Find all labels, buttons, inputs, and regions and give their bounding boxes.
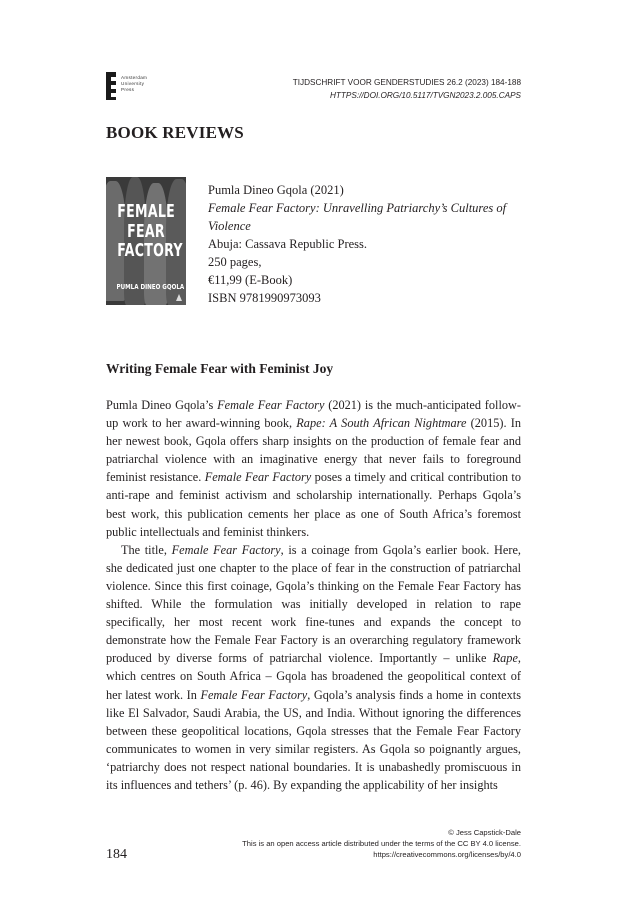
book-pages: 250 pages, — [208, 255, 262, 269]
doi-link[interactable]: HTTPS://DOI.ORG/10.5117/TVGN2023.2.005.CAPS — [330, 90, 521, 100]
paragraph — [106, 396, 521, 541]
book-publisher: Abuja: Cassava Republic Press. — [208, 237, 368, 251]
italic-title-span: Female Fear Factory — [200, 687, 308, 702]
italic-title-span: Rape: A South African Nightmare — [296, 416, 467, 431]
publisher-name-line: University — [121, 81, 145, 87]
text-span: (2021) is the much-anticipated follow-up work to her award-winning book, — [106, 398, 521, 431]
publisher-name-line: Amsterdam — [121, 75, 148, 80]
book-author-year: Pumla Dineo Gqola (2021) — [208, 183, 344, 197]
publisher-logo — [106, 72, 166, 100]
review-heading: Writing Female Fear with Feminist Joy — [106, 361, 334, 376]
publisher-name-line: Press — [121, 87, 135, 93]
journal-header — [293, 77, 521, 102]
paragraph — [106, 541, 521, 794]
copyright-line: © Jess Capstick-Dale — [448, 828, 521, 837]
cover-title-line: FEAR — [127, 221, 165, 242]
bibliographic-info — [208, 181, 520, 307]
text-span: The title, — [121, 542, 172, 557]
text-span: , is a coinage from Gqola’s earlier book. Here, she dedicated just one chapter to the place of fear in the construction of patriarchal violence. Since this first coinage, Gqola’s thinking on the Female Fear Factory has shifted. While the formulation was initially developed in relation to rape specifically, her most recent work fine-tunes and expands the concept to demonstrate how the Female Fear Factory is an overarching regulatory framework produced by diverse forms of patriarchal violence. Importantly – unlike — [106, 542, 521, 666]
text-span: poses a timely and critical contribution to anti-rape and feminist activism and scholarship internationally. Perhaps Gqola’s best work, this publication cements her place as one of South Africa’s foremost public intellectuals and feminist thinkers. — [106, 470, 521, 539]
cover-title-line: FEMALE — [117, 202, 176, 222]
italic-title-span: Female Fear Factory — [204, 470, 312, 485]
italic-title-span: Rape — [492, 651, 518, 666]
cover-author: PUMLA DINEO GQOLA — [116, 283, 185, 291]
license-line: This is an open access article distributed under the terms of the CC BY 4.0 license. — [242, 839, 521, 848]
cover-title-line: FACTORY — [117, 241, 183, 261]
text-span: , which centres on South Africa – Gqola has broadened the geopolitical context of her latest work. In — [106, 651, 521, 702]
journal-citation: TIJDSCHRIFT VOOR GENDERSTUDIES 26.2 (2023) 184-188 — [292, 78, 521, 87]
publisher-logo-mark — [106, 72, 116, 100]
cover-title — [117, 202, 183, 262]
book-price: €11,99 (E-Book) — [208, 273, 293, 287]
text-span: (2015). In her newest book, Gqola offers sharp insights on the production of female fear and patriarchal violence with an imaginative energy that never fails to foreground feminist resistance. — [106, 416, 522, 485]
license-footer — [242, 827, 521, 860]
license-url[interactable]: https://creativecommons.org/licenses/by/4.0 — [373, 850, 521, 859]
book-title: Female Fear Factory: Unravelling Patriarchy’s Cultures of Violence — [208, 201, 507, 233]
italic-title-span: Female Fear Factory — [217, 398, 325, 412]
publisher-logo-text — [121, 75, 147, 94]
book-isbn: ISBN 9781990973093 — [208, 291, 321, 305]
section-title: BOOK REVIEWS — [106, 123, 244, 142]
page-number: 184 — [106, 847, 127, 862]
text-span: , Gqola’s analysis finds a home in contexts like El Salvador, Saudi Arabia, the US, and India. Without ignoring the differences between these geopolitical locations, Gqola stresses that the Female Fear Factory communicates to women in very similar registers. As Gqola so poignantly argues, ‘patriarchy does not respect national boundaries. It is unabashedly promiscuous in its influences and tethers’ (p. 46). By expanding the applicability of her insights — [106, 687, 521, 792]
italic-title-span: Female Fear Factory — [171, 542, 281, 557]
review-body — [106, 396, 521, 794]
book-cover — [106, 177, 186, 305]
text-span: Pumla Dineo Gqola’s — [106, 398, 218, 412]
